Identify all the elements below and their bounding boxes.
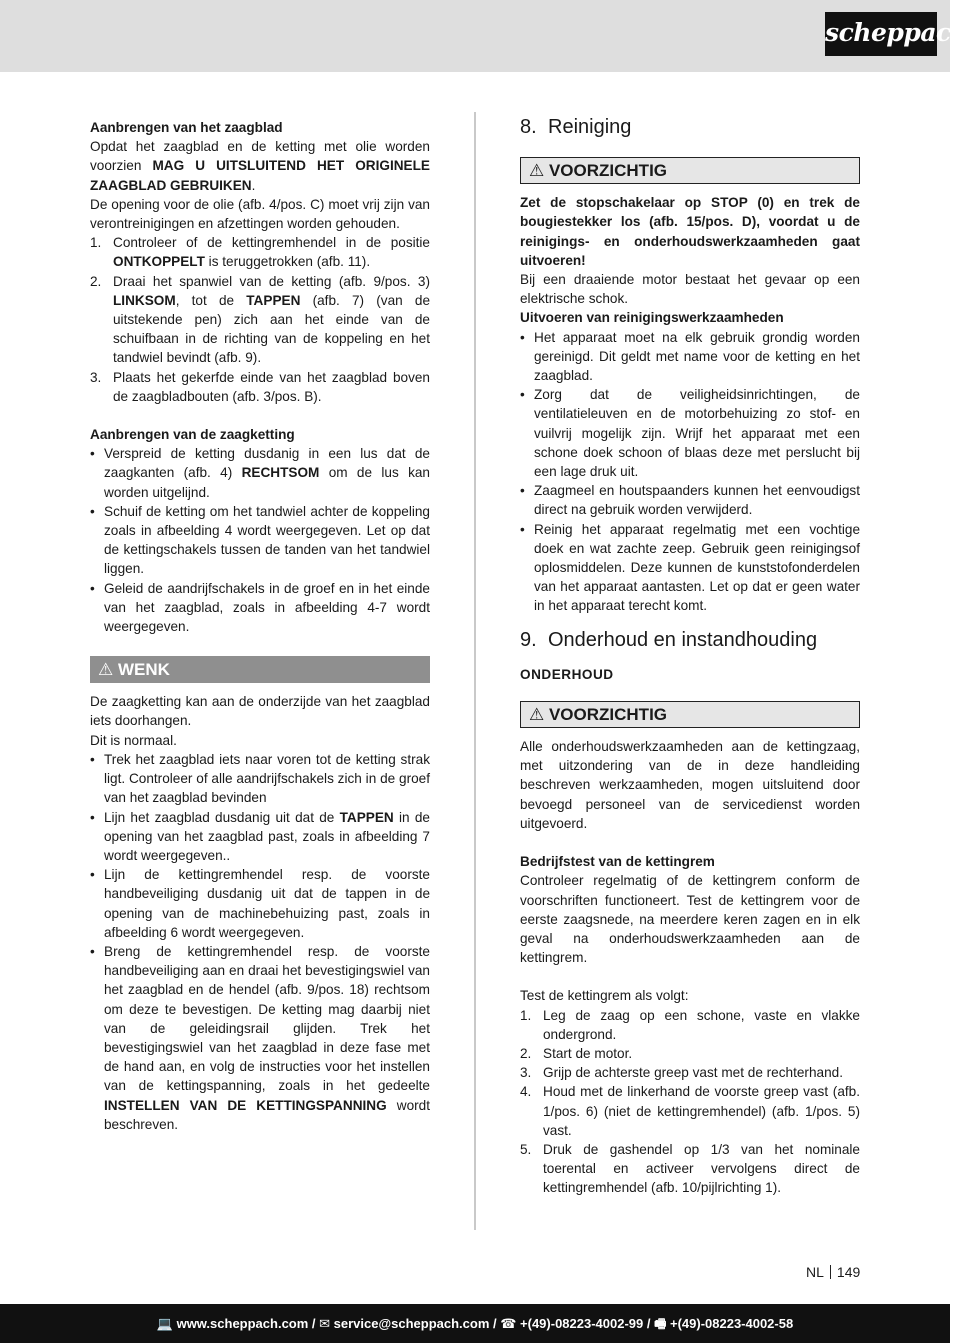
list-item: • Zaagmeel en houtspaanders kunnen het eenvoudigst direct na gebruik worden verwijderd.: [520, 481, 860, 519]
heading-section-8: 8. Reiniging: [520, 116, 632, 138]
subsection-label: ONDERHOUD: [520, 666, 614, 682]
left-column: [90, 118, 430, 1134]
column-divider: [474, 112, 476, 1230]
paragraph: De opening voor de olie (afb. 4/pos. C) moet vrij zijn van verontreinigingen en afzettingen worden gehouden.: [90, 196, 430, 232]
paragraph: Alle onderhoudswerkzaamheden aan de kettingzaag, met uitzondering van de in deze handleiding beschreven werkzaamheden, mogen uitsluitend door bevoegd personeel van de servicedienst worden uitgevoerd.: [520, 739, 860, 831]
numbered-list: [520, 1006, 860, 1198]
list-item: • Trek het zaagblad iets naar voren tot de ketting strak ligt. Controleer of alle aandrijfschakels zich in de groef van het zaagblad bevinden: [90, 750, 430, 808]
list-item: • Verspreid de ketting dusdanig in een lus dat de zaagkanten (afb. 4) RECHTSOM om de lus kan worden uitgelijnd.: [90, 444, 430, 502]
section-title: Aanbrengen van de zaagketting: [90, 427, 295, 443]
list-item: • Schuif de ketting om het tandwiel achter de koppeling zoals in afbeelding 4 wordt weergegeven. Let op dat de kettingschakels tussen de tanden van het tandwiel liggen.: [90, 502, 430, 579]
paragraph: De zaagketting kan aan de onderzijde van het zaagblad iets doorhangen.: [90, 694, 430, 729]
list-item: 3. Plaats het gekerfde einde van het zaagblad boven de zaagbladbouten (afb. 3/pos. B).: [90, 369, 430, 404]
section-title: Bedrijfstest van de kettingrem: [520, 854, 715, 870]
list-item: 4. Houd met de linkerhand de voorste greep vast (afb. 1/pos. 6) (niet de kettingremhendel) (afb. 1/pos. 5) vast.: [520, 1084, 860, 1138]
list-item: 5. Druk de gashendel op 1/3 van het nominale toerental en activeer vervolgens direct de kettingremhendel (afb. 10/pijlrichting 1).: [520, 1141, 860, 1196]
list-item: • Lijn het zaagblad dusdanig uit dat de TAPPEN in de opening van het zaagblad past, zoals in afbeelding 7 wordt weergegeven..: [90, 808, 430, 866]
list-item: 2. Start de motor.: [520, 1045, 633, 1061]
footer-contact: 💻 www.scheppach.com / ✉ service@scheppach.com / ☎ +(49)-08223-4002-99 / 🖷 +(49)-08223-4002-58: [0, 1304, 950, 1343]
page-header: [0, 0, 968, 72]
paragraph: Controleer regelmatig of de kettingrem conform de voorschriften functioneert. Test de kettingrem voor de eerste zaagsnede, na meerdere keren zagen en in elk geval na onderhoudswerkzaamheden aan de kettingrem.: [520, 873, 860, 966]
list-item: • Zorg dat de veiligheidsinrichtingen, de ventilatieleuven en de motorbehuizing zo stof- en vuilvrij mogelijk zijn. Wrijf het apparaat met een schone doek schoon of blaas deze met perslucht bij een lage druk uit.: [520, 385, 860, 481]
list-item: • Geleid de aandrijfschakels in de groef en in het einde van het zaagblad, zoals in afbeelding 4-7 wordt weergegeven.: [90, 579, 430, 637]
warning-text: Zet de stopschakelaar op STOP (0) en trek de bougiestekker los (afb. 15/pos. D), voordat u de reinigings- en onderhoudswerkzaamheden gaat uitvoeren!: [520, 195, 860, 268]
paragraph: Opdat het zaagblad en de ketting met olie worden voorzien MAG U UITSLUITEND HET ORIGINELE ZAAGBLAD GEBRUIKEN.: [90, 139, 430, 193]
heading-section-9: 9. Onderhoud en instandhouding: [520, 628, 818, 651]
list-item: 1. Leg de zaag op een schone, vaste en vlakke ondergrond.: [520, 1007, 860, 1042]
bullet-list: [520, 328, 860, 616]
numbered-list: [90, 233, 430, 406]
list-item: • Reinig het apparaat regelmatig met een vochtige doek en wat zachte zeep. Gebruik geen reinigingsof oplosmiddelen. Deze kunnen de kunststofonderdelen van het apparaat aantasten. Let op dat er geen water in het apparaat terecht komt.: [520, 520, 860, 616]
list-item: 3. Grijp de achterste greep vast met de rechterhand.: [520, 1065, 843, 1081]
page-number: NL 149: [806, 1264, 861, 1280]
caution-box: ⚠ VOORZICHTIG: [520, 157, 860, 184]
paragraph: Bij een draaiende motor bestaat het gevaar op een elektrische schok.: [520, 272, 860, 307]
section-title: Uitvoeren van reinigingswerkzaamheden: [520, 310, 784, 326]
right-column: [520, 118, 860, 1198]
caution-box: ⚠ VOORZICHTIG: [520, 701, 860, 728]
paragraph: Dit is normaal.: [90, 732, 177, 748]
bullet-list: [90, 444, 430, 636]
list-item: 2. Draai het spanwiel van de ketting (afb. 9/pos. 3) LINKSOM, tot de TAPPEN (afb. 7) (van de uitstekende pen) zich aan het einde van de schuifbaan in de richting van de koppeling en het tandwiel bevindt (afb. 9).: [90, 273, 430, 366]
list-item: • Het apparaat moet na elk gebruik grondig worden gereinigd. Dit geldt met name voor de ketting en het zaagblad.: [520, 328, 860, 386]
paragraph: Test de kettingrem als volgt:: [520, 988, 689, 1004]
section-title: Aanbrengen van het zaagblad: [90, 120, 283, 135]
list-item: 1. Controleer of de kettingremhendel in de positie ONTKOPPELT is teruggetrokken (afb. 11).: [90, 235, 430, 270]
hint-banner: ⚠ WENK: [90, 656, 430, 683]
brand-logo: scheppach: [825, 12, 937, 56]
list-item: • Lijn de kettingremhendel resp. de voorste handbeveiliging dusdanig uit dat de tappen in de opening van de machinebehuizing past, zoals in afbeelding 6 wordt weergegeven.: [90, 865, 430, 942]
bullet-list: [90, 750, 430, 1134]
list-item: • Breng de kettingremhendel resp. de voorste handbeveiliging aan en draai het bevestigingswiel van het zaagblad en de hendel (afb. 9/pos. 18) rechtsom om deze te bevestigen. De ketting mag daarbij niet van de geleidingsrail glijden. Trek het bevestigingswiel van het zaagblad in deze fase met de hand aan, en volg de instructies voor het instellen van de kettingspanning, zoals in het gedeelte INSTELLEN VAN DE KETTINGSPANNING wordt beschreven.: [90, 942, 430, 1134]
